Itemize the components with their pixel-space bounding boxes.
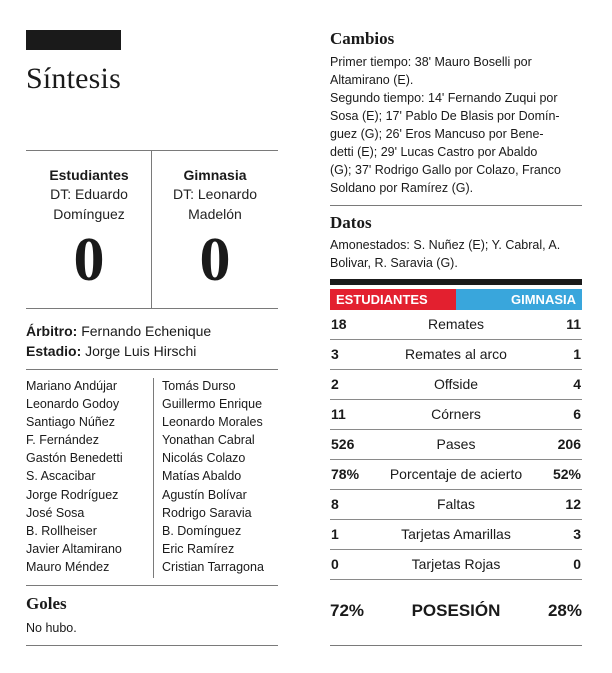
- stat-home-value: 2: [331, 376, 339, 393]
- text-line: Segundo tiempo: 14' Fernando Zuqui por: [330, 91, 558, 105]
- list-item: Yonathan Cabral: [162, 433, 255, 448]
- stat-home-value: 1: [331, 526, 339, 543]
- divider: [330, 205, 582, 206]
- list-item: S. Ascacibar: [26, 469, 96, 484]
- away-roster: [162, 377, 264, 576]
- stat-away-value: 4: [573, 376, 581, 393]
- away-coach-line1: DT: Leonardo: [172, 186, 258, 202]
- stat-row: [330, 370, 582, 400]
- list-item: Rodrigo Saravia: [162, 505, 252, 520]
- list-item: Santiago Núñez: [26, 415, 115, 430]
- list-item: B. Rollheiser: [26, 523, 97, 538]
- list-item: Guillermo Enrique: [162, 397, 263, 412]
- stat-label: Offside: [433, 376, 479, 393]
- divider: [26, 308, 278, 309]
- stat-home-value: 78%: [331, 466, 360, 483]
- stat-row: [330, 310, 582, 340]
- stat-away-value: 1: [573, 346, 581, 363]
- text-line: Bolivar, R. Saravia (G).: [330, 256, 458, 270]
- possession-home: 72%: [330, 601, 365, 620]
- list-item: Matías Abaldo: [162, 469, 242, 484]
- cambios-text: [330, 53, 582, 197]
- text-line: Amonestados: S. Nuñez (E); Y. Cabral, A.: [330, 238, 561, 252]
- stat-label: Córners: [431, 406, 481, 423]
- stat-label: Tarjetas Amarillas: [401, 526, 511, 543]
- roster-divider: [153, 378, 154, 578]
- text-line: Altamirano (E).: [330, 73, 414, 87]
- home-score: 0: [73, 226, 105, 294]
- list-item: B. Domínguez: [162, 523, 242, 538]
- away-score: 0: [199, 226, 231, 294]
- home-coach-line1: DT: Eduardo: [50, 186, 128, 202]
- away-team-block: [152, 150, 278, 308]
- divider: [26, 585, 278, 586]
- possession-label: POSESIÓN: [411, 601, 501, 620]
- goles-text: No hubo.: [26, 621, 77, 635]
- referee-label: Árbitro:: [26, 323, 78, 339]
- stats-home-label: ESTUDIANTES: [330, 289, 456, 310]
- stat-home-value: 8: [331, 496, 339, 513]
- home-team-name: Estudiantes: [49, 167, 129, 183]
- stat-label: Remates al arco: [405, 346, 507, 363]
- list-item: José Sosa: [26, 505, 85, 520]
- away-coach-line2: Madelón: [188, 206, 242, 222]
- stat-away-value: 6: [573, 406, 581, 423]
- stat-away-value: 0: [573, 556, 581, 573]
- stat-away-value: 11: [566, 316, 581, 333]
- text-line: Primer tiempo: 38' Mauro Boselli por: [330, 55, 532, 69]
- stat-label: Tarjetas Rojas: [411, 556, 501, 573]
- stat-row: [330, 340, 582, 370]
- stats-top-bar: [330, 279, 582, 285]
- stadium-name: Jorge Luis Hirschi: [81, 343, 197, 359]
- home-coach-line2: Domínguez: [53, 206, 125, 222]
- home-roster: [26, 377, 123, 576]
- stat-home-value: 526: [331, 436, 355, 453]
- list-item: Eric Ramírez: [162, 541, 235, 556]
- stats-away-label: GIMNASIA: [456, 289, 582, 310]
- text-line: Soldano por Ramírez (G).: [330, 181, 474, 195]
- text-line: detti (E); 29' Lucas Castro por Abaldo: [330, 145, 538, 159]
- stat-home-value: 3: [331, 346, 339, 363]
- stadium-label: Estadio:: [26, 343, 82, 359]
- stat-label: Pases: [436, 436, 476, 453]
- list-item: Cristian Tarragona: [162, 559, 264, 574]
- stat-home-value: 11: [331, 406, 346, 423]
- divider: [26, 645, 278, 646]
- stat-row: [330, 520, 582, 550]
- stat-home-value: 0: [331, 556, 339, 573]
- list-item: Leonardo Morales: [162, 415, 263, 430]
- list-item: Tomás Durso: [162, 379, 236, 393]
- text-line: Sosa (E); 17' Pablo De Blasis por Domín-: [330, 109, 560, 123]
- divider: [330, 645, 582, 646]
- home-team-block: [26, 150, 152, 308]
- stat-away-value: 3: [573, 526, 581, 543]
- stat-home-value: 18: [331, 316, 347, 333]
- possession-row: [330, 596, 582, 626]
- stat-label: Faltas: [436, 496, 476, 513]
- list-item: Mariano Andújar: [26, 379, 118, 393]
- stat-row: [330, 550, 582, 580]
- list-item: Jorge Rodríguez: [26, 487, 119, 502]
- list-item: Mauro Méndez: [26, 559, 110, 574]
- list-item: Nicolás Colazo: [162, 451, 246, 466]
- stat-away-value: 206: [557, 436, 581, 453]
- divider: [26, 369, 278, 370]
- possession-away: 28%: [547, 601, 582, 620]
- stat-label: Remates: [427, 316, 485, 333]
- text-line: guez (G); 26' Eros Mancuso por Bene-: [330, 127, 544, 141]
- goles-title: Goles: [26, 594, 67, 613]
- page-title: Síntesis: [26, 62, 121, 95]
- stat-away-value: 52%: [552, 466, 581, 483]
- referee-name: Fernando Echenique: [77, 323, 212, 339]
- list-item: Agustín Bolívar: [162, 487, 247, 502]
- stat-away-value: 12: [565, 496, 581, 513]
- list-item: F. Fernández: [26, 433, 99, 448]
- stat-row: [330, 400, 582, 430]
- cambios-title: Cambios: [330, 29, 395, 48]
- text-line: (G); 37' Rodrigo Gallo por Colazo, Franco: [330, 163, 561, 177]
- list-item: Javier Altamirano: [26, 541, 122, 556]
- list-item: Leonardo Godoy: [26, 397, 120, 412]
- stat-row: [330, 490, 582, 520]
- referee-line: [26, 322, 211, 340]
- stat-label: Porcentaje de acierto: [389, 466, 523, 483]
- list-item: Gastón Benedetti: [26, 451, 123, 466]
- stat-row: [330, 460, 582, 490]
- away-team-name: Gimnasia: [183, 167, 247, 183]
- datos-text: [330, 236, 582, 272]
- datos-title: Datos: [330, 213, 372, 232]
- section-marker-bar: [26, 30, 121, 50]
- stat-row: [330, 430, 582, 460]
- stats-header: [330, 289, 582, 310]
- stadium-line: [26, 342, 196, 360]
